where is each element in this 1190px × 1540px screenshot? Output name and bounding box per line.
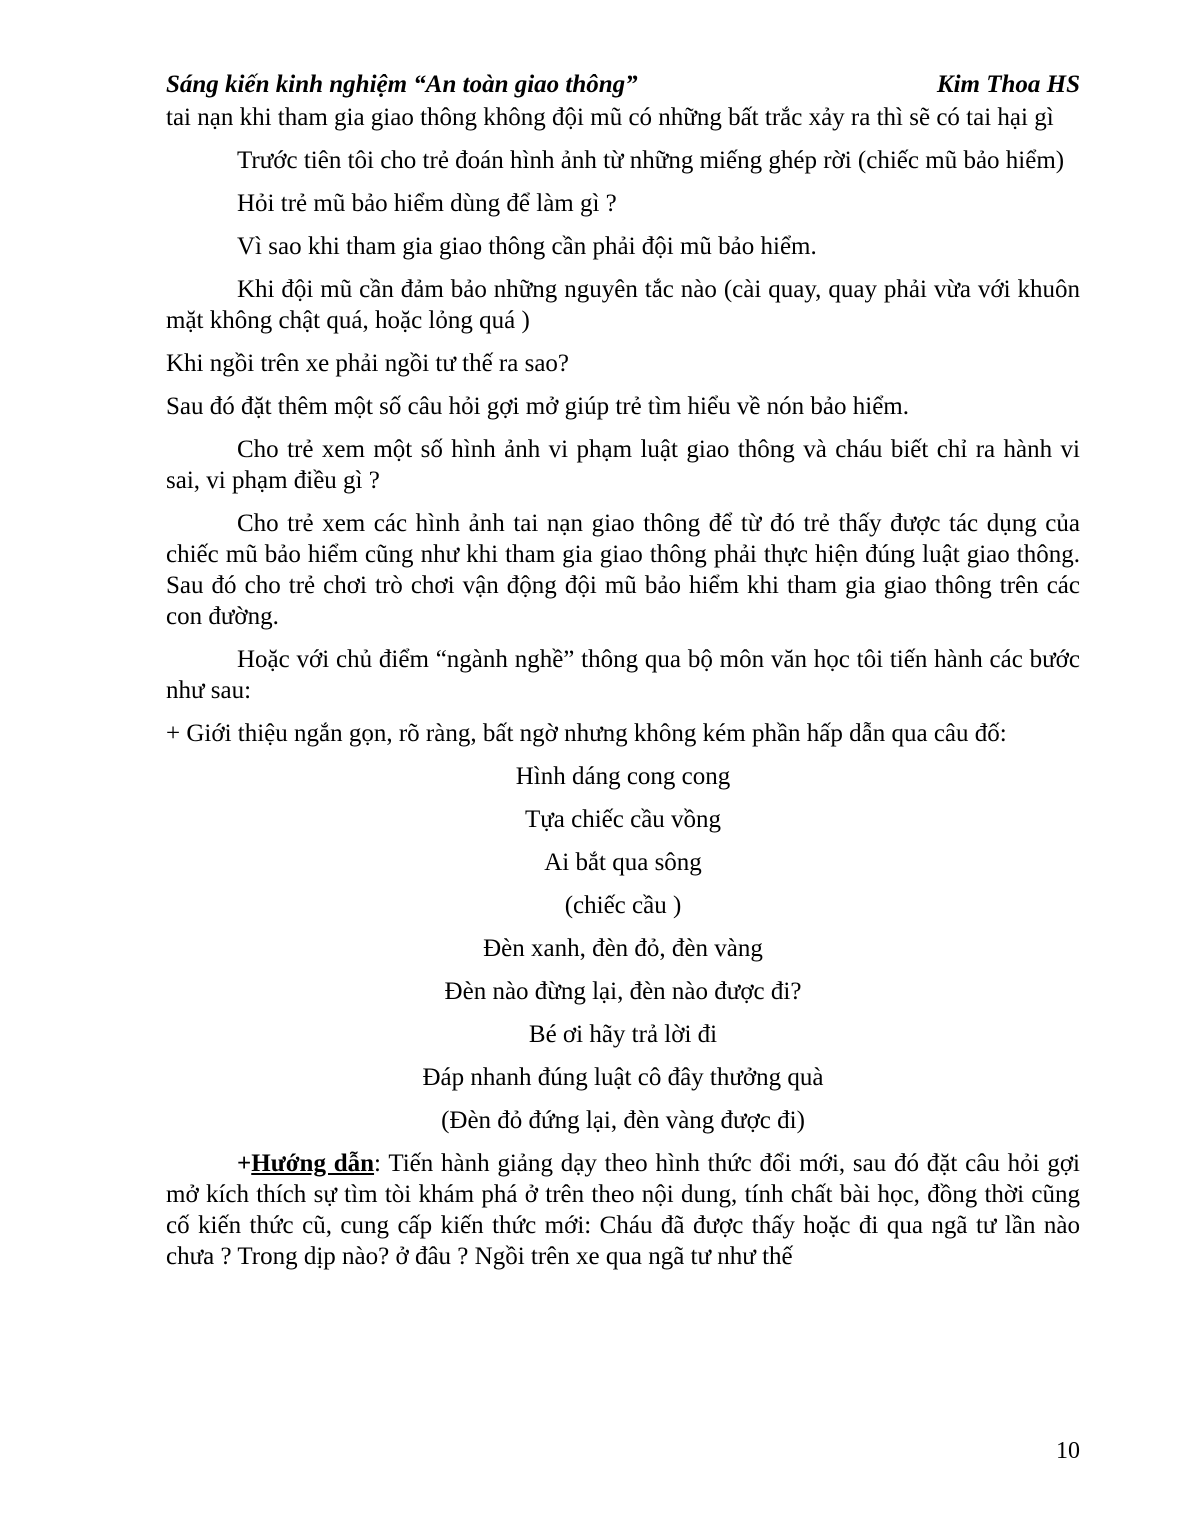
riddle-line: Ai bắt qua sông bbox=[544, 849, 702, 876]
paragraph-9: Cho trẻ xem các hình ảnh tai nạn giao thông để từ đó trẻ thấy được tác dụng của chiếc mũ bảo hiểm cũng như khi tham gia giao thông phải thực hiện đúng luật giao thông. Sau đó cho trẻ chơi trò chơi vận động đội mũ bảo hiểm khi tham gia giao thông trên các con đường. bbox=[166, 510, 1080, 630]
paragraph-6: Khi ngồi trên xe phải ngồi tư thế ra sao? bbox=[166, 350, 570, 377]
paragraph-2: Trước tiên tôi cho trẻ đoán hình ảnh từ những miếng ghép rời (chiếc mũ bảo hiểm) bbox=[237, 147, 1065, 174]
paragraph-10: Hoặc với chủ điểm “ngành nghề” thông qua bộ môn văn học tôi tiến hành các bước như sau: bbox=[166, 646, 1080, 704]
riddle-line: Đáp nhanh đúng luật cô đây thưởng quà bbox=[422, 1064, 824, 1091]
paragraph-4: Vì sao khi tham gia giao thông cần phải đội mũ bảo hiểm. bbox=[237, 233, 817, 260]
riddle-line: Bé ơi hãy trả lời đi bbox=[528, 1021, 718, 1048]
riddle-answer: (Đèn đỏ đứng lại, đèn vàng được đi) bbox=[441, 1107, 805, 1134]
page-header bbox=[166, 70, 1080, 100]
guide-label: Hướng dẫn bbox=[251, 1150, 375, 1177]
paragraph-1: tai nạn khi tham gia giao thông không đội mũ có những bất trắc xảy ra thì sẽ có tai hại gì bbox=[166, 104, 1054, 131]
riddle-line: Đèn nào đừng lại, đèn nào được đi? bbox=[444, 978, 802, 1005]
paragraph-3: Hỏi trẻ mũ bảo hiểm dùng để làm gì ? bbox=[237, 190, 617, 217]
riddle-line: Hình dáng cong cong bbox=[515, 763, 731, 790]
riddle-answer: (chiếc cầu ) bbox=[564, 892, 682, 919]
paragraph-8: Cho trẻ xem một số hình ảnh vi phạm luật giao thông và cháu biết chỉ ra hành vi sai, vi phạm điều gì ? bbox=[166, 436, 1080, 494]
riddle-line: Tựa chiếc cầu vồng bbox=[524, 806, 722, 833]
guide-prefix: + bbox=[237, 1150, 252, 1177]
document-page bbox=[166, 70, 1080, 1284]
riddle-line: Đèn xanh, đèn đỏ, đèn vàng bbox=[483, 935, 763, 962]
page-number: 10 bbox=[1056, 1438, 1080, 1464]
header-author: Kim Thoa HS bbox=[936, 71, 1080, 98]
header-title: Sáng kiến kinh nghiệm “An toàn giao thông” bbox=[166, 71, 638, 98]
guide-paragraph bbox=[166, 1148, 1080, 1272]
paragraph-5: Khi đội mũ cần đảm bảo những nguyên tắc nào (cài quay, quay phải vừa với khuôn mặt không chật quá, hoặc lỏng quá ) bbox=[166, 276, 1080, 334]
paragraph-11: + Giới thiệu ngắn gọn, rõ ràng, bất ngờ nhưng không kém phần hấp dẫn qua câu đố: bbox=[166, 720, 1007, 747]
guide-text: Tiến hành giảng dạy theo hình thức đổi mới, sau đó đặt câu hỏi gợi mở kích thích sự tìm tòi khám phá ở trên theo nội dung, tính chất bài học, đồng thời cũng cố kiến thức cũ, cung cấp kiến thức mới: Cháu đã được thấy hoặc đi qua ngã tư lần nào chưa ? Trong dịp nào? ở đâu ? Ngồi trên xe qua ngã tư như thế bbox=[166, 1150, 1080, 1270]
guide-colon: : bbox=[374, 1150, 381, 1177]
paragraph-7: Sau đó đặt thêm một số câu hỏi gợi mở giúp trẻ tìm hiểu về nón bảo hiểm. bbox=[166, 393, 909, 420]
